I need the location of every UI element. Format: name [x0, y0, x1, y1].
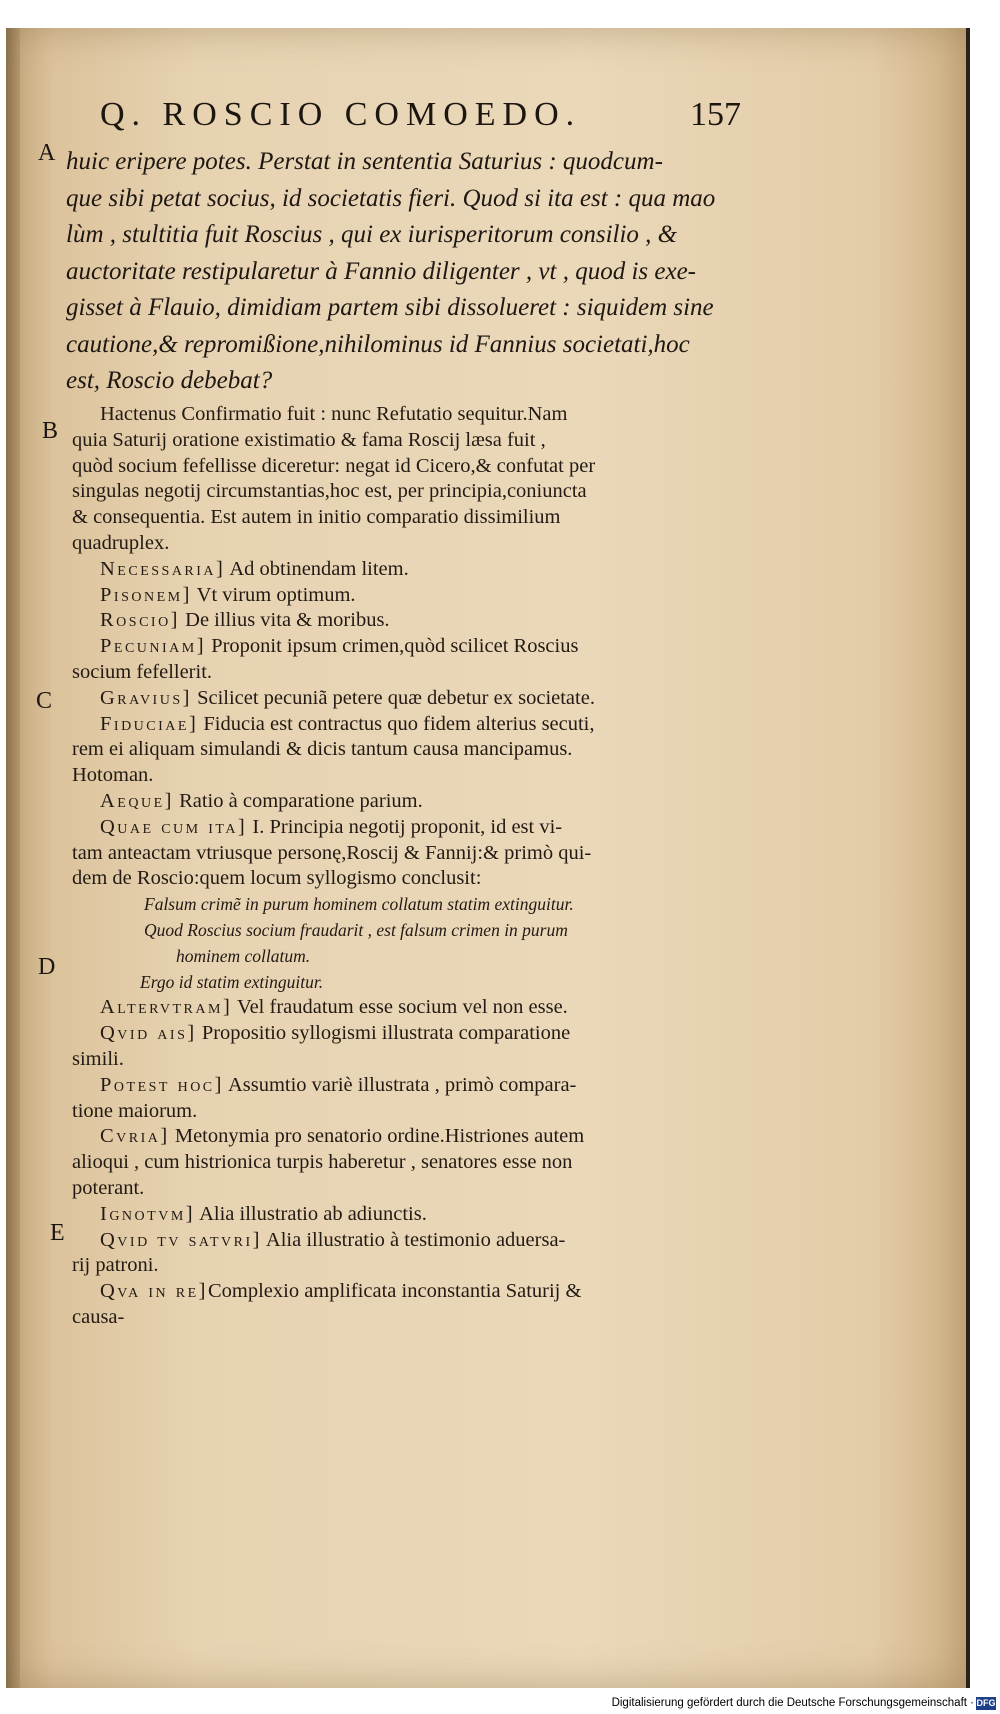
lemma-entry: [72, 712, 752, 738]
commentary-intro-line: quòd socium fefellisse diceretur: negat id Cicero,& confutat per: [72, 454, 596, 477]
quote-line: est, Roscio debebat?: [66, 367, 273, 394]
margin-letter-c: C: [36, 688, 53, 714]
lemma-continuation: poterant.: [72, 1176, 145, 1199]
syllogism-minor-cont: hominem collatum.: [176, 945, 311, 966]
lemma-label: Necessaria]: [100, 557, 226, 580]
page-edge: [966, 28, 970, 1688]
lemma-label: Fiduciae]: [100, 712, 199, 735]
commentary-intro-line: quia Saturij oratione existimatio & fama Roscij læsa fuit ,: [72, 428, 546, 451]
commentary: [72, 402, 752, 1331]
lemma-entry: [72, 686, 752, 712]
lemma-continuation: Hotoman.: [72, 764, 154, 787]
commentary-intro-line: singulas negotij circumstantias,hoc est, per principia,coniuncta: [72, 480, 587, 503]
lemma-label: Qva in re]: [100, 1280, 208, 1303]
page-number: 157: [690, 96, 741, 133]
lemma-entry: [72, 1279, 752, 1305]
lemma-text: Alia illustratio à testimonio aduersa-: [261, 1228, 566, 1251]
lemma-text: Metonymia pro senatorio ordine.Histriones autem: [169, 1125, 585, 1148]
lemma-text: Complexio amplificata inconstantia Saturij &: [207, 1280, 582, 1303]
page-binding-shadow: [6, 28, 20, 1688]
lemma-entry: [72, 1228, 752, 1254]
lemma-entry: [72, 789, 752, 815]
footer-credit: Digitalisierung gefördert durch die Deutsche Forschungsgemeinschaft ·: [611, 1697, 974, 1709]
quote-block: [66, 144, 756, 400]
quote-line: huic eripere potes. Perstat in sententia Saturius : quodcum-: [66, 148, 663, 175]
lemma-text: I. Principia negotij proponit, id est vi-: [247, 815, 563, 838]
lemma-entry: [72, 1202, 752, 1228]
lemma-text: De illius vita & moribus.: [180, 609, 390, 632]
running-head: Q. ROSCIO COMOEDO.: [100, 96, 582, 133]
lemma-text: Fiducia est contractus quo fidem alterius secuti,: [198, 712, 595, 735]
lemma-text: Alia illustratio ab adiunctis.: [195, 1202, 427, 1225]
lemma-label: Qvid ais]: [100, 1022, 197, 1045]
lemma-label: Gravius]: [100, 686, 192, 709]
quote-line: gisset à Flauio, dimidiam partem sibi dissolueret : siquidem sine: [66, 294, 714, 321]
lemma-continuation: dem de Roscio:quem locum syllogismo conclusit:: [72, 867, 482, 890]
margin-letter-e: E: [50, 1220, 65, 1246]
lemma-continuation: simili.: [72, 1047, 124, 1070]
lemma-label: Quae cum ita]: [100, 815, 248, 838]
lemma-entry: [72, 815, 752, 841]
quote-line: que sibi petat socius, id societatis fieri. Quod si ita est : qua mao: [66, 184, 716, 212]
lemma-label: Altervtram]: [100, 996, 233, 1019]
lemma-label: Potest hoc]: [100, 1073, 224, 1096]
lemma-continuation: rem ei aliquam simulandi & dicis tantum causa mancipamus.: [72, 738, 573, 761]
quote-line: cautione,& repromißione,nihilominus id Fannius societati,hoc: [66, 330, 690, 358]
commentary-intro-line: Hactenus Confirmatio fuit : nunc Refutatio sequitur.Nam: [100, 403, 568, 425]
lemma-entry: [72, 1073, 752, 1099]
syllogism-minor: Quod Roscius socium fraudarit , est falsum crimen in purum: [144, 919, 568, 940]
margin-letter-a: A: [38, 140, 56, 166]
lemma-label: Cvria]: [100, 1125, 170, 1148]
lemma-entry: [72, 583, 752, 609]
lemma-entry: [72, 995, 752, 1021]
lemma-label: Pecuniam]: [100, 635, 207, 658]
lemma-entry: [72, 608, 752, 634]
lemma-continuation: tione maiorum.: [72, 1099, 198, 1122]
margin-letter-d: D: [38, 954, 56, 980]
lemma-continuation: rij patroni.: [72, 1254, 159, 1277]
lemma-continuation: causa-: [72, 1305, 125, 1328]
lemma-text: Vel fraudatum esse socium vel non esse.: [232, 996, 568, 1019]
quote-line: auctoritate restipularetur à Fannio diligenter , vt , quod is exe-: [66, 257, 696, 285]
lemma-text: Proponit ipsum crimen,quòd scilicet Roscius: [206, 635, 579, 658]
lemma-label: Aeque]: [100, 789, 174, 812]
lemma-label: Roscio]: [100, 609, 181, 632]
lemma-entry: [72, 634, 752, 660]
margin-letter-b: B: [42, 418, 59, 444]
lemma-text: Ratio à comparatione parium.: [173, 789, 423, 812]
commentary-intro-line: & consequentia. Est autem in initio comparatio dissimilium: [72, 506, 561, 529]
lemma-entry: [72, 1021, 752, 1047]
lemma-continuation: tam anteactam vtriusque personę,Roscij & Fannij:& primò qui-: [72, 841, 592, 864]
lemma-text: Vt virum optimum.: [191, 583, 356, 606]
lemma-label: Qvid tv satvri]: [100, 1228, 262, 1251]
lemma-label: Pisonem]: [100, 583, 192, 606]
lemma-entry: [72, 1124, 752, 1150]
syllogism-conclusion: Ergo id statim extinguitur.: [140, 971, 324, 992]
lemma-text: Assumtio variè illustrata , primò compara-: [223, 1073, 577, 1096]
quote-line: lùm , stultitia fuit Roscius , qui ex iurisperitorum consilio , &: [66, 221, 678, 248]
syllogism: [72, 892, 752, 995]
lemma-continuation: socium fefellerit.: [72, 660, 213, 683]
lemma-entry: [72, 557, 752, 583]
lemma-continuation: alioqui , cum histrionica turpis haberetur , senatores esse non: [72, 1151, 573, 1174]
commentary-intro-line: quadruplex.: [72, 531, 170, 554]
lemma-text: Propositio syllogismi illustrata comparatione: [196, 1022, 571, 1045]
lemma-text: Scilicet pecuniã petere quæ debetur ex societate.: [191, 686, 595, 709]
syllogism-major: Falsum crimẽ in purum hominem collatum statim extinguitur.: [144, 894, 574, 915]
commentary-entries: [72, 557, 752, 892]
lemma-label: Ignotvm]: [100, 1202, 196, 1225]
dfg-logo: DFG: [976, 1698, 996, 1708]
commentary-entries-after: [72, 995, 752, 1330]
lemma-text: Ad obtinendam litem.: [225, 557, 409, 580]
